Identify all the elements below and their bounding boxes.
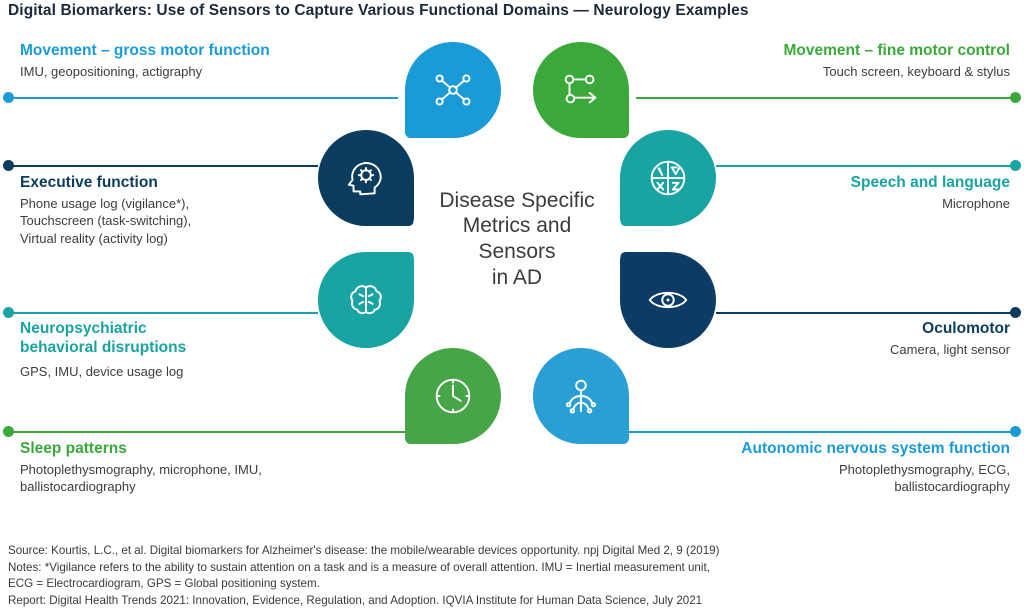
petal-movement-gross-motor[interactable] — [405, 42, 501, 138]
label-detail-1: Phone usage log (vigilance*), — [20, 195, 190, 211]
petal-neuropsychiatric[interactable] — [318, 252, 414, 348]
connector-dot-executive-function — [3, 160, 14, 171]
label-heading: Executive function — [20, 174, 158, 191]
footer-notes-line-1: Notes: *Vigilance refers to the ability to sustain attention on a task and is a measure of overall attention. IMU = Inertial measurement unit, — [8, 560, 710, 574]
label-autonomic[interactable] — [590, 440, 1010, 496]
label-detail-1: Photoplethysmography, microphone, IMU, — [20, 461, 262, 477]
label-heading-line-1: Neuropsychiatric — [20, 320, 147, 337]
connector-line-sleep-patterns — [8, 431, 408, 433]
label-detail-1: IMU, geopositioning, actigraphy — [20, 63, 203, 79]
label-heading: Autonomic nervous system function — [741, 440, 1010, 457]
label-speech-and-language[interactable] — [690, 174, 1010, 212]
label-detail-1: GPS, IMU, device usage log — [20, 364, 184, 380]
label-detail-1: Camera, light sensor — [890, 341, 1010, 357]
connector-dot-movement-fine-motor — [1010, 92, 1021, 103]
footer-report: Report: Digital Health Trends 2021: Innovation, Evidence, Regulation, and Adoption. IQVIA Institute for Human Data Science, July 2021 — [8, 593, 703, 607]
center-circle — [412, 134, 622, 344]
center-line-2: Metrics and — [462, 214, 572, 238]
label-movement-gross-motor[interactable] — [20, 42, 400, 80]
connector-dot-movement-gross-motor — [3, 92, 14, 103]
footer-notes — [8, 543, 1016, 609]
center-line-1: Disease Specific — [439, 188, 595, 212]
connector-dot-speech-and-language — [1010, 160, 1021, 171]
label-heading: Sleep patterns — [20, 440, 127, 457]
petal-movement-fine-motor[interactable] — [533, 42, 629, 138]
head-gear-icon — [343, 155, 389, 201]
connector-line-neuropsychiatric — [8, 312, 318, 314]
language-globe-icon — [645, 155, 691, 201]
connector-dot-autonomic — [1010, 426, 1021, 437]
connector-dot-neuropsychiatric — [3, 307, 14, 318]
connector-line-movement-fine-motor — [636, 97, 1016, 99]
connector-line-oculomotor — [716, 312, 1016, 314]
petal-sleep-patterns[interactable] — [405, 348, 501, 444]
label-neuropsychiatric[interactable] — [20, 320, 320, 381]
clock-icon — [430, 373, 476, 419]
label-heading: Oculomotor — [922, 320, 1010, 337]
petal-speech-and-language[interactable] — [620, 130, 716, 226]
flow-arrow-icon — [558, 67, 604, 113]
label-executive-function[interactable] — [20, 174, 320, 247]
molecule-network-icon — [430, 67, 476, 113]
petal-autonomic[interactable] — [533, 348, 629, 444]
petal-oculomotor[interactable] — [620, 252, 716, 348]
label-heading: Movement – gross motor function — [20, 42, 270, 59]
label-detail-2: Touchscreen (task-switching), — [20, 213, 192, 229]
nerve-icon — [558, 373, 604, 419]
footer-source: Source: Kourtis, L.C., et al. Digital biomarkers for Alzheimer's disease: the mobile/wearable devices opportunity. npj Digital Med 2, 9 (2019) — [8, 544, 720, 558]
label-heading-line-2: behavioral disruptions — [20, 338, 187, 356]
page-title: Digital Biomarkers: Use of Sensors to Capture Various Functional Domains — Neurology Examples — [8, 2, 749, 19]
petal-executive-function[interactable] — [318, 130, 414, 226]
label-detail-1: Touch screen, keyboard & stylus — [822, 63, 1010, 79]
connector-line-autonomic — [626, 431, 1016, 433]
label-detail-2: ballistocardiography — [894, 479, 1010, 495]
footer-notes-line-2: ECG = Electrocardiogram, GPS = Global positioning system. — [8, 577, 320, 591]
eye-icon — [645, 277, 691, 323]
label-detail-2: ballistocardiography — [20, 479, 136, 495]
label-heading: Speech and language — [850, 174, 1010, 191]
center-line-4: in AD — [491, 265, 543, 289]
label-detail-3: Virtual reality (activity log) — [20, 230, 168, 246]
connector-dot-sleep-patterns — [3, 426, 14, 437]
label-movement-fine-motor[interactable] — [610, 42, 1010, 80]
brain-icon — [343, 277, 389, 323]
label-oculomotor[interactable] — [690, 320, 1010, 358]
label-detail-1: Photoplethysmography, ECG, — [838, 461, 1010, 477]
label-sleep-patterns[interactable] — [20, 440, 440, 496]
connector-line-executive-function — [8, 165, 318, 167]
connector-line-speech-and-language — [716, 165, 1016, 167]
label-heading: Movement – fine motor control — [783, 42, 1010, 59]
connector-dot-oculomotor — [1010, 307, 1021, 318]
connector-line-movement-gross-motor — [8, 97, 398, 99]
center-line-3: Sensors — [478, 240, 556, 263]
label-detail-1: Microphone — [942, 195, 1010, 211]
center-label — [439, 188, 594, 290]
